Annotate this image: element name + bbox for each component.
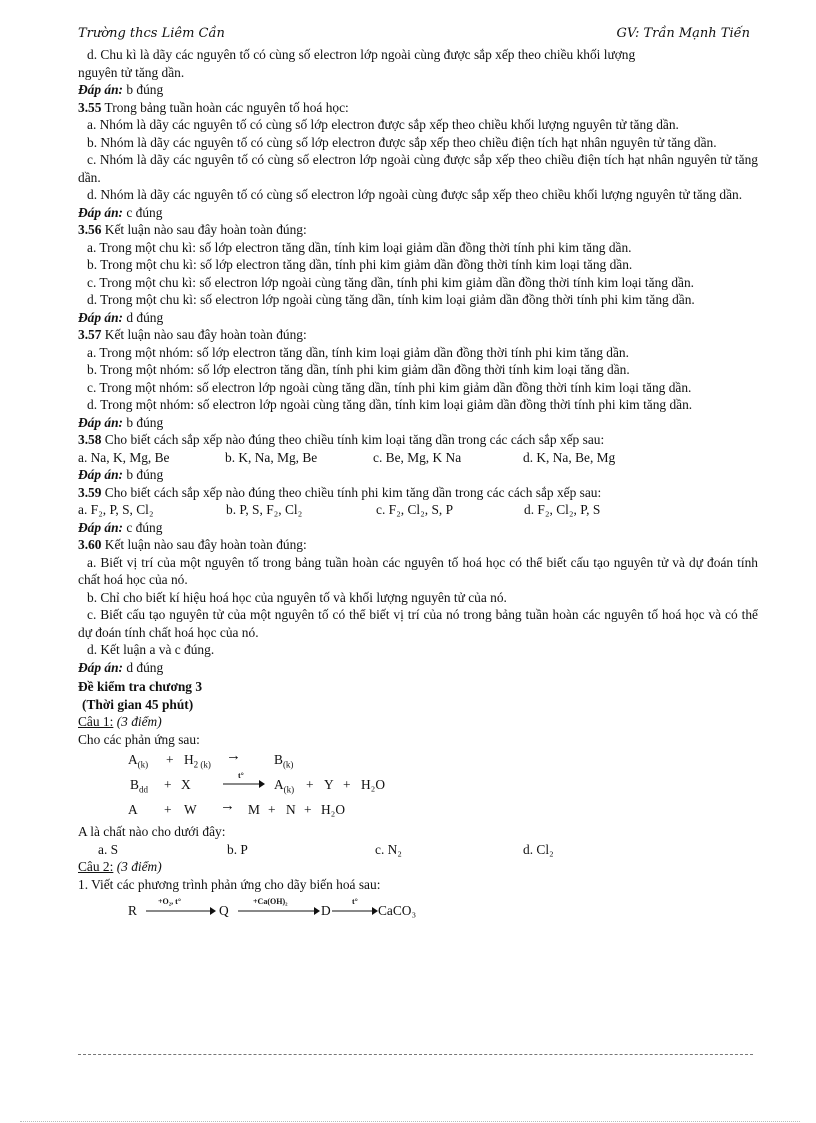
c1-label: Câu 1:	[78, 714, 114, 729]
chain-arrow-1-icon	[146, 906, 216, 916]
question-number: 3.55	[78, 99, 102, 115]
q355-option-c: c. Nhóm là dãy các nguyên tố có cùng số electron lớp ngoài cùng được sắp xếp theo chiều điện tích hạt nhân nguyên tử tăng dần.	[78, 152, 758, 185]
question-text: Kết luận nào sau đây hoàn toàn đúng:	[101, 222, 307, 237]
c1-header	[78, 713, 758, 731]
test-duration: (Thời gian 45 phút)	[82, 696, 194, 712]
chain-caco3: CaCO₃	[378, 903, 417, 918]
r1-a	[128, 751, 148, 774]
reaction-2	[78, 773, 758, 798]
r3-arrow: →	[220, 798, 235, 814]
document-page	[78, 26, 758, 923]
answer-value: b đúng	[123, 467, 164, 482]
r2-h2o: H₂O	[361, 777, 386, 792]
r1-a-symbol: A	[128, 752, 138, 767]
c1-intro: Cho các phản ứng sau:	[78, 731, 200, 747]
school-name: Trường thcs Liêm Cần	[78, 26, 225, 41]
q358-options	[78, 449, 758, 467]
question-number: 3.60	[78, 537, 102, 552]
q360-option-a: a. Biết vị trí của một nguyên tố trong bảng tuần hoàn các nguyên tố hoá học có thể biết cấu tạo nguyên tử và dự đoán tính chất hoá học của nó.	[78, 554, 758, 587]
r1-b	[274, 751, 293, 774]
r2-b-state: dd	[138, 784, 148, 795]
c1-option-a: a. S	[98, 841, 119, 857]
chain-cond-3: t°	[352, 897, 358, 906]
r1-b-state: (k)	[282, 759, 294, 770]
answer-value: c đúng	[123, 204, 163, 220]
r1-h2	[184, 751, 211, 774]
r1-b-symbol: B	[274, 752, 283, 767]
q358-stem	[78, 431, 758, 449]
conversion-chain	[78, 893, 758, 923]
q359-option-d: d. F₂, Cl₂, P, S	[524, 502, 601, 517]
r2-plus3: +	[343, 777, 351, 792]
question-text: Cho biết cách sắp xếp nào đúng theo chiều tính phi kim tăng dần trong các cách sắp xếp sau:	[101, 484, 602, 500]
q359-stem	[78, 484, 758, 502]
r2-arrow-icon	[223, 779, 265, 789]
r1-h2-symbol: H	[184, 752, 194, 767]
chain-arrow-3-icon	[332, 906, 378, 916]
q356-stem	[78, 221, 758, 239]
answer-value: d đúng	[123, 659, 164, 675]
q355-option-d: d. Nhóm là dãy các nguyên tố có cùng số electron lớp ngoài cùng được sắp xếp theo chiều khối lượng nguyên tử tăng dần.	[87, 187, 743, 202]
r3-plus3: +	[304, 802, 312, 817]
answer-label: Đáp án:	[78, 82, 124, 97]
c2-points: (3 điểm)	[113, 859, 162, 874]
r2-x: X	[181, 777, 191, 792]
chain-cond-2: +Ca(OH)₂	[253, 897, 288, 906]
q354-option-d-line2: nguyên tử tăng dần.	[78, 64, 185, 80]
c1-option-b: b. P	[227, 841, 248, 857]
answer-label: Đáp án:	[78, 659, 124, 675]
q357-answer	[78, 414, 758, 432]
q355-stem	[78, 99, 758, 117]
answer-value: d đúng	[123, 309, 164, 325]
r2-b-symbol: B	[130, 777, 139, 792]
r2-condition: t°	[238, 771, 244, 780]
q354-option-d-line1: d. Chu kì là dãy các nguyên tố có cùng số electron lớp ngoài cùng được sắp xếp theo chiều khối lượng	[87, 47, 636, 62]
test-title: Đề kiểm tra chương 3	[78, 679, 203, 694]
question-text: Cho biết cách sắp xếp nào đúng theo chiều tính kim loại tăng dần trong các cách sắp xếp sau:	[101, 432, 605, 447]
q358-option-b: b. K, Na, Mg, Be	[225, 449, 318, 465]
q357-option-b: b. Trong một nhóm: số lớp electron tăng dần, tính phi kim giảm dần đồng thời tính kim loại tăng dần.	[87, 362, 630, 377]
r2-a-symbol: A	[274, 777, 284, 792]
r3-plus1: +	[164, 802, 172, 817]
r3-h2o: H₂O	[321, 802, 346, 817]
q356-option-d: d. Trong một chu kì: số electron lớp ngoài cùng tăng dần, tính kim loại giảm dần đồng thời tính phi kim tăng dần.	[87, 292, 695, 307]
q360-option-b: b. Chỉ cho biết kí hiệu hoá học của nguyên tố và khối lượng nguyên tử của nó.	[87, 589, 507, 605]
answer-value: b đúng	[123, 414, 164, 430]
q355-option-b: b. Nhóm là dãy các nguyên tố có cùng số lớp electron được sắp xếp theo chiều điện tích hạt nhân nguyên tử tăng dần.	[87, 134, 717, 150]
q359-option-a: a. F₂, P, S, Cl₂	[78, 502, 154, 517]
chain-q: Q	[219, 903, 229, 918]
q359-options	[78, 501, 758, 519]
q358-option-a: a. Na, K, Mg, Be	[78, 449, 170, 465]
footer-divider	[78, 1054, 753, 1055]
q358-option-c: c. Be, Mg, K Na	[373, 449, 462, 465]
q356-option-a: a. Trong một chu kì: số lớp electron tăng dần, tính kim loại giảm dần đồng thời tính phi kim tăng dần.	[87, 239, 632, 255]
teacher-name: GV: Trần Mạnh Tiến	[616, 26, 750, 41]
question-number: 3.59	[78, 484, 102, 500]
q355-option-a: a. Nhóm là dãy các nguyên tố có cùng số lớp electron được sắp xếp theo chiều khối lượng nguyên tử tăng dần.	[87, 117, 679, 132]
c1-option-c: c. N₂	[375, 841, 402, 857]
r3-n: N	[286, 802, 296, 817]
q360-answer	[78, 659, 758, 677]
c1-question: A là chất nào cho dưới đây:	[78, 824, 226, 839]
q356-answer	[78, 309, 758, 327]
q357-option-c: c. Trong một nhóm: số electron lớp ngoài cùng tăng dần, tính phi kim giảm dần đồng thời tính kim loại tăng dần.	[87, 379, 692, 395]
c1-option-d: d. Cl₂	[523, 841, 554, 857]
q360-stem	[78, 536, 758, 554]
q356-option-b: b. Trong một chu kì: số lớp electron tăng dần, tính phi kim giảm dần đồng thời tính kim loại tăng dần.	[87, 257, 633, 272]
q354-answer	[78, 81, 758, 99]
chain-arrow-2-icon	[238, 906, 320, 916]
reaction-3	[78, 798, 758, 823]
document-body	[78, 46, 758, 923]
r1-a-state: (k)	[137, 759, 149, 770]
question-text: Kết luận nào sau đây hoàn toàn đúng:	[101, 537, 307, 552]
chain-d: D	[321, 903, 331, 918]
r3-m: M	[248, 802, 260, 817]
q357-option-d: d. Trong một nhóm: số electron lớp ngoài cùng tăng dần, tính kim loại giảm dần đồng thời tính phi kim tăng dần.	[87, 397, 693, 412]
r2-plus2: +	[306, 777, 314, 792]
chain-r: R	[128, 903, 137, 918]
question-text: Kết luận nào sau đây hoàn toàn đúng:	[101, 327, 307, 342]
page-bottom-border	[20, 1121, 800, 1122]
c1-points: (3 điểm)	[113, 714, 162, 729]
question-number: 3.56	[78, 222, 102, 237]
c2-label: Câu 2:	[78, 859, 114, 874]
question-number: 3.57	[78, 327, 102, 342]
r2-a	[274, 776, 294, 799]
q357-option-a: a. Trong một nhóm: số lớp electron tăng dần, tính kim loại giảm dần đồng thời tính phi kim tăng dần.	[87, 344, 629, 360]
q359-option-b: b. P, S, F₂, Cl₂	[226, 502, 303, 517]
r3-w: W	[184, 802, 197, 817]
r1-plus: +	[166, 752, 174, 767]
r1-arrow: →	[226, 748, 241, 764]
answer-label: Đáp án:	[78, 204, 124, 220]
reaction-1	[78, 748, 758, 773]
r3-plus2: +	[268, 802, 276, 817]
answer-label: Đáp án:	[78, 309, 124, 325]
r1-h2-state: 2 (k)	[193, 759, 211, 770]
question-number: 3.58	[78, 432, 102, 447]
c2-header	[78, 858, 758, 876]
q358-answer	[78, 466, 758, 484]
c1-options	[78, 841, 758, 859]
r2-plus1: +	[164, 777, 172, 792]
r2-y: Y	[324, 777, 334, 792]
q360-option-c: c. Biết cấu tạo nguyên tử của một nguyên tố có thể biết vị trí của nó trong bảng tuần hoàn các nguyên tố hoá học và có thể dự đoán tính chất hoá học của nó.	[78, 607, 758, 640]
q355-answer	[78, 204, 758, 222]
r2-a-state: (k)	[283, 784, 295, 795]
answer-value: b đúng	[123, 82, 164, 97]
r2-b	[130, 776, 148, 799]
answer-label: Đáp án:	[78, 414, 124, 430]
answer-label: Đáp án:	[78, 467, 124, 482]
q356-option-c: c. Trong một chu kì: số electron lớp ngoài cùng tăng dần, tính phi kim giảm dần đồng thời tính kim loại tăng dần.	[87, 274, 694, 290]
answer-label: Đáp án:	[78, 519, 124, 535]
q359-option-c: c. F₂, Cl₂, S, P	[376, 502, 454, 517]
c2-task: 1. Viết các phương trình phản ứng cho dãy biến hoá sau:	[78, 876, 381, 892]
page-header	[78, 26, 758, 46]
q358-option-d: d. K, Na, Be, Mg	[523, 449, 616, 465]
question-text: Trong bảng tuần hoàn các nguyên tố hoá học:	[101, 99, 349, 115]
q359-answer	[78, 519, 758, 537]
answer-value: c đúng	[123, 519, 163, 535]
q360-option-d: d. Kết luận a và c đúng.	[87, 642, 215, 657]
q357-stem	[78, 326, 758, 344]
chain-cond-1: +O₂, t°	[158, 897, 182, 906]
r3-a: A	[128, 802, 138, 817]
